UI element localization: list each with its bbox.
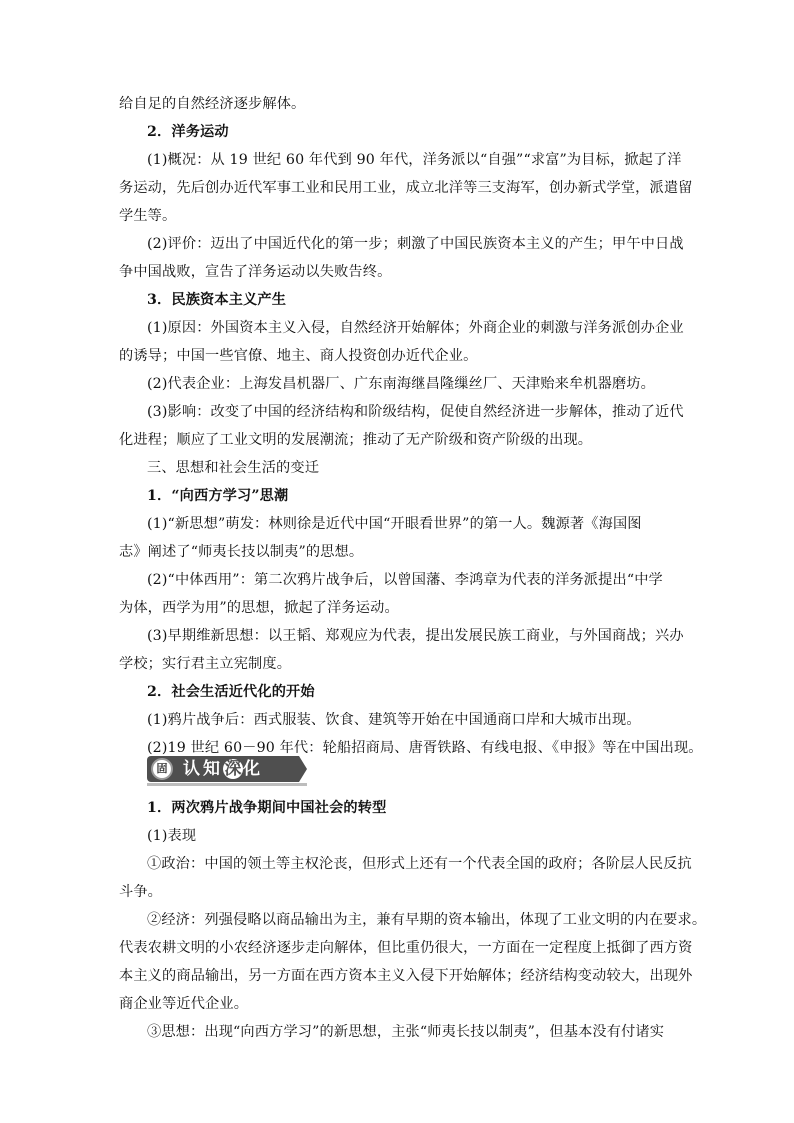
text-line: 给自足的自然经济逐步解体。	[119, 96, 306, 112]
text-line: 为体，西学为用”的思想，掀起了洋务运动。	[119, 600, 399, 616]
text-line: 的诱导；中国一些官僚、地主、商人投资创办近代企业。	[119, 348, 478, 364]
text-line: (2)评价：迈出了中国近代化的第一步；刺激了中国民族资本主义的产生；甲午中日战	[147, 236, 684, 252]
section-heading: 1．“向西方学习”思潮	[147, 488, 289, 504]
text-line: ②经济：列强侵略以商品输出为主，兼有早期的资本输出，体现了工业文明的内在要求。	[147, 912, 707, 928]
text-line: 商企业等近代企业。	[119, 996, 249, 1012]
text-line: 代表农耕文明的小农经济逐步走向解体，但比重仍很大，一方面在一定程度上抵御了西方资	[119, 940, 693, 956]
text-line: 争中国战败，宣告了洋务运动以失败告终。	[119, 264, 392, 280]
text-line: 化进程；顺应了工业文明的发展潮流；推动了无产阶级和资产阶级的出现。	[119, 432, 593, 448]
banner-badge-icon: 固	[151, 758, 173, 780]
text-line: (3)影响：改变了中国的经济结构和阶级结构，促使自然经济进一步解体，推动了近代	[147, 404, 684, 420]
text-line: (1)概况：从 19 世纪 60 年代到 90 年代，洋务派以“自强”“求富”为目标，掀起了洋	[147, 152, 682, 168]
section-heading: 2．洋务运动	[147, 124, 229, 140]
banner-tail	[299, 756, 307, 782]
text-line: 务运动，先后创办近代军事工业和民用工业，成立北洋等三支海军，创办新式学堂，派遣留	[119, 180, 693, 196]
banner-underline	[147, 783, 307, 786]
text-line: 学生等。	[119, 208, 177, 224]
text-line: 学校；实行君主立宪制度。	[119, 656, 292, 672]
section-heading: 2．社会生活近代化的开始	[147, 684, 315, 700]
section-heading: 1．两次鸦片战争期间中国社会的转型	[147, 800, 387, 816]
text-line: (1)表现	[147, 828, 197, 844]
text-line: (2)19 世纪 60－90 年代：轮船招商局、唐胥铁路、有线电报、《申报》等在中国出现。	[147, 740, 703, 756]
text-line: (1)原因：外国资本主义入侵，自然经济开始解体；外商企业的刺激与洋务派创办企业	[147, 320, 684, 336]
text-line: (2)代表企业：上海发昌机器厂、广东南海继昌隆缫丝厂、天津贻来牟机器磨坊。	[147, 376, 656, 392]
text-line: 斗争。	[119, 884, 163, 900]
text-line: (2)“中体西用”：第二次鸦片战争后，以曾国藩、李鸿章为代表的洋务派提出“中学	[147, 572, 663, 588]
text-line: 志》阐述了“师夷长技以制夷”的思想。	[119, 544, 364, 560]
section-heading: 3．民族资本主义产生	[147, 292, 287, 308]
text-line: (1)“新思想”萌发：林则徐是近代中国“开眼看世界”的第一人。魏源著《海国图	[147, 516, 642, 532]
section-heading: 三、思想和社会生活的变迁	[147, 460, 320, 476]
text-line: 本主义的商品输出，另一方面在西方资本主义入侵下开始解体；经济结构变动较大，出现外	[119, 968, 693, 984]
text-line: ①政治：中国的领土等主权沦丧，但形式上还有一个代表全国的政府；各阶层人民反抗	[147, 856, 692, 872]
banner-title-part: 化	[243, 759, 263, 779]
banner-title	[183, 758, 263, 780]
text-line: (3)早期维新思想：以王韬、郑观应为代表，提出发展民族工商业，与外国商战；兴办	[147, 628, 684, 644]
section-banner	[147, 756, 299, 782]
text-line: ③思想：出现“向西方学习”的新思想，主张“师夷长技以制夷”，但基本没有付诸实	[147, 1024, 665, 1040]
text-line: (1)鸦片战争后：西式服装、饮食、建筑等开始在中国通商口岸和大城市出现。	[147, 712, 641, 728]
banner-title-circled-char: 深	[224, 759, 242, 779]
banner-title-part: 认知	[183, 759, 223, 779]
